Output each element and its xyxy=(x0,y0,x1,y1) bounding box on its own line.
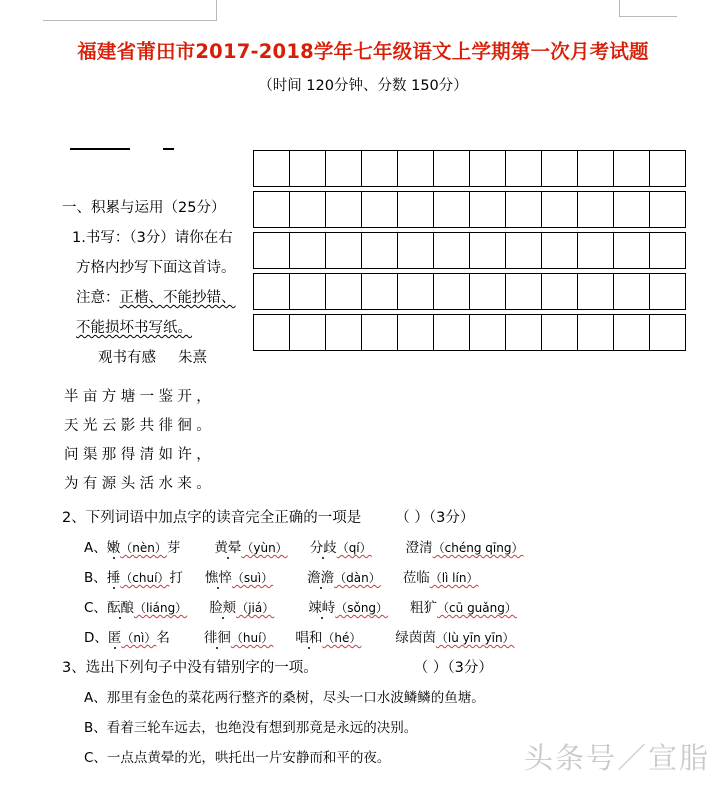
option-a-pinyin-2: （yùn） xyxy=(241,541,288,555)
writing-grid-cell[interactable] xyxy=(614,274,650,310)
option-a-label: A、 xyxy=(84,540,107,556)
writing-grid-cell[interactable] xyxy=(398,274,434,310)
writing-grid-cell[interactable] xyxy=(290,192,326,228)
option-b-pinyin-3: （dàn） xyxy=(334,571,381,585)
writing-grid-cell[interactable] xyxy=(326,192,362,228)
writing-grid-cell[interactable] xyxy=(578,233,614,269)
option-b-word-3: 澹澹 xyxy=(307,570,335,586)
option-b-pinyin-2: （suì） xyxy=(231,571,274,585)
writing-grid-cell[interactable] xyxy=(290,151,326,187)
section-heading: 一、积累与运用（25分） xyxy=(62,200,226,216)
writing-grid-table[interactable] xyxy=(253,150,686,351)
writing-grid-cell[interactable] xyxy=(398,192,434,228)
page-crop-mark-right xyxy=(619,0,677,17)
writing-grid-cell[interactable] xyxy=(470,192,506,228)
left-text-column xyxy=(62,193,262,373)
writing-grid-cell[interactable] xyxy=(542,274,578,310)
writing-grid-cell[interactable] xyxy=(506,315,542,351)
writing-grid-cell[interactable] xyxy=(362,192,398,228)
writing-grid-cell[interactable] xyxy=(614,315,650,351)
writing-grid-cell[interactable] xyxy=(326,315,362,351)
writing-grid-cell[interactable] xyxy=(254,151,290,187)
poem-author: 朱熹 xyxy=(178,350,207,366)
writing-grid-cell[interactable] xyxy=(650,274,686,310)
question2-answer-bracket[interactable]: （ ） xyxy=(395,510,429,526)
writing-grid-row[interactable] xyxy=(254,151,686,187)
writing-grid-row[interactable] xyxy=(254,274,686,310)
question1-note-line1 xyxy=(62,283,262,313)
writing-grid-cell[interactable] xyxy=(434,192,470,228)
question1-note-underlined-1: 正楷、不能抄错、 xyxy=(119,290,236,306)
option-d-pinyin-3: （hé） xyxy=(322,631,362,645)
option-c-pinyin-2: （jiá） xyxy=(236,601,275,615)
option-b-pinyin-4: （lì lín） xyxy=(429,571,479,585)
writing-grid-cell[interactable] xyxy=(578,192,614,228)
question1-line1: 1.书写：（3分）请你在右 xyxy=(72,230,233,246)
question2-option-a[interactable] xyxy=(62,533,692,563)
poem-line: 为有源头活水来。 xyxy=(64,476,216,492)
question1-note-line2 xyxy=(62,313,262,343)
question2-stem-line xyxy=(62,503,692,533)
option-d-word-4: 绿茵茵 xyxy=(395,630,436,646)
option-a-word-1: 嫩 xyxy=(106,540,121,556)
option-d-tail-1: 名 xyxy=(156,630,170,646)
option-c-word-2: 脸颊 xyxy=(209,600,237,616)
question2-option-b[interactable] xyxy=(62,563,692,593)
option-a-word-4: 澄清 xyxy=(405,540,433,556)
option-c-pinyin-4: （cū guǎng） xyxy=(437,601,517,615)
writing-grid-cell[interactable] xyxy=(434,151,470,187)
writing-grid-cell[interactable] xyxy=(470,274,506,310)
question1-note-underlined-2: 不能损坏书写纸。 xyxy=(76,320,192,336)
option-a-pinyin-3: （qí） xyxy=(336,541,372,555)
question2-points: （3分） xyxy=(428,510,475,526)
writing-grid-cell[interactable] xyxy=(326,233,362,269)
question3-stem-line xyxy=(62,653,692,683)
writing-grid-cell[interactable] xyxy=(254,192,290,228)
option-d-word-2: 徘徊 xyxy=(203,630,231,646)
exam-subtitle: （时间 120分钟、分数 150分） xyxy=(258,78,468,94)
question3-answer-bracket[interactable]: （ ） xyxy=(413,660,448,676)
question3-points: （3分） xyxy=(447,660,493,676)
writing-grid-cell[interactable] xyxy=(650,233,686,269)
option-b-word-2: 憔悴 xyxy=(204,570,232,586)
question1-note-label: 注意： xyxy=(76,290,120,306)
question2-option-d[interactable] xyxy=(62,623,692,653)
writing-grid-cell[interactable] xyxy=(470,233,506,269)
writing-grid-cell[interactable] xyxy=(362,274,398,310)
writing-grid-cell[interactable] xyxy=(542,192,578,228)
writing-grid-cell[interactable] xyxy=(362,315,398,351)
option-d-word-1: 匿 xyxy=(107,630,122,646)
option-d-pinyin-4: （lù yīn yīn） xyxy=(435,631,515,645)
writing-grid-cell[interactable] xyxy=(614,192,650,228)
writing-grid-cell[interactable] xyxy=(434,315,470,351)
poem-line: 天光云影共徘徊。 xyxy=(64,418,216,434)
option-b-pinyin-1: （chuí） xyxy=(120,571,170,585)
writing-grid-cell[interactable] xyxy=(290,233,326,269)
writing-grid-cell[interactable] xyxy=(578,151,614,187)
writing-grid-cell[interactable] xyxy=(434,233,470,269)
question3-option-a[interactable]: A、那里有金色的菜花两行整齐的桑树，尽头一口水波鳞鳞的鱼塘。 xyxy=(84,690,485,706)
writing-grid-cell[interactable] xyxy=(506,151,542,187)
writing-grid-cell[interactable] xyxy=(326,151,362,187)
writing-grid-cell[interactable] xyxy=(362,151,398,187)
option-b-label: B、 xyxy=(84,570,107,586)
writing-grid-cell[interactable] xyxy=(578,274,614,310)
writing-grid-body xyxy=(254,151,686,351)
writing-grid-cell[interactable] xyxy=(614,151,650,187)
option-a-word-3: 分歧 xyxy=(309,540,337,556)
writing-grid-cell[interactable] xyxy=(290,274,326,310)
writing-grid-row[interactable] xyxy=(254,315,686,351)
question3-option-c[interactable]: C、一点点黄晕的光，哄托出一片安静而和平的夜。 xyxy=(84,750,391,766)
writing-grid-cell[interactable] xyxy=(290,315,326,351)
writing-grid-cell[interactable] xyxy=(542,151,578,187)
writing-grid-cell[interactable] xyxy=(650,151,686,187)
writing-grid-cell[interactable] xyxy=(506,233,542,269)
writing-grid-cell[interactable] xyxy=(614,233,650,269)
writing-grid-cell[interactable] xyxy=(506,192,542,228)
watermark: 头条号／宣脂 xyxy=(524,741,711,775)
writing-grid-cell[interactable] xyxy=(470,151,506,187)
writing-grid-cell[interactable] xyxy=(542,233,578,269)
option-a-pinyin-1: （nèn） xyxy=(120,541,167,555)
page-title: 福建省莆田市2017-2018学年七年级语文上学期第一次月考试题 xyxy=(77,40,649,63)
question1-line2: 方格内抄写下面这首诗。 xyxy=(76,260,236,276)
blank-rule-short xyxy=(163,148,174,150)
option-a-pinyin-4: （chéng qīng） xyxy=(432,541,524,555)
writing-grid-cell[interactable] xyxy=(326,274,362,310)
option-d-label: D、 xyxy=(84,630,108,646)
poem-heading xyxy=(62,343,262,373)
question2-block xyxy=(62,503,692,653)
writing-grid-cell[interactable] xyxy=(398,151,434,187)
writing-grid-row[interactable] xyxy=(254,233,686,269)
writing-grid-cell[interactable] xyxy=(398,233,434,269)
question2-option-c[interactable] xyxy=(62,593,692,623)
option-d-word-3: 唱和 xyxy=(295,630,323,646)
question2-stem: 2、下列词语中加点字的读音完全正确的一项是 xyxy=(62,510,362,526)
option-c-word-1: 酝酿 xyxy=(106,600,134,616)
writing-grid-cell[interactable] xyxy=(398,315,434,351)
writing-grid-cell[interactable] xyxy=(650,192,686,228)
question3-stem: 3、选出下列句子中没有错别字的一项。 xyxy=(62,660,318,676)
option-c-label: C、 xyxy=(84,600,107,616)
option-a-word-2: 黄晕 xyxy=(214,540,242,556)
poem-title: 观书有感 xyxy=(98,350,156,366)
writing-grid-cell[interactable] xyxy=(254,233,290,269)
writing-grid-row[interactable] xyxy=(254,192,686,228)
question3-option-b[interactable]: B、看着三轮车远去，也绝没有想到那竟是永远的决别。 xyxy=(84,720,418,736)
writing-grid-cell[interactable] xyxy=(434,274,470,310)
option-c-word-4: 粗犷 xyxy=(410,600,438,616)
page-crop-mark-left xyxy=(43,0,217,21)
option-b-tail-1: 打 xyxy=(169,570,183,586)
poem-body xyxy=(64,383,284,499)
poem-line: 问渠那得清如许， xyxy=(64,447,216,463)
option-c-word-3: 竦峙 xyxy=(308,600,336,616)
option-a-tail-1: 芽 xyxy=(166,540,181,556)
blank-rule-long xyxy=(70,148,130,150)
option-d-pinyin-1: （nì） xyxy=(121,631,157,645)
option-d-pinyin-2: （huí） xyxy=(230,631,274,645)
writing-grid[interactable] xyxy=(253,150,686,351)
writing-grid-cell[interactable] xyxy=(254,315,290,351)
poem-line: 半亩方塘一鉴开， xyxy=(64,389,216,405)
writing-grid-cell[interactable] xyxy=(578,315,614,351)
writing-grid-cell[interactable] xyxy=(506,274,542,310)
option-b-word-1: 捶 xyxy=(106,570,121,586)
option-b-word-4: 莅临 xyxy=(402,570,430,586)
option-c-pinyin-3: （sǒng） xyxy=(335,601,389,615)
option-c-pinyin-1: （liáng） xyxy=(133,601,188,615)
writing-grid-cell[interactable] xyxy=(542,315,578,351)
writing-grid-cell[interactable] xyxy=(470,315,506,351)
writing-grid-cell[interactable] xyxy=(362,233,398,269)
writing-grid-cell[interactable] xyxy=(254,274,290,310)
writing-grid-cell[interactable] xyxy=(650,315,686,351)
